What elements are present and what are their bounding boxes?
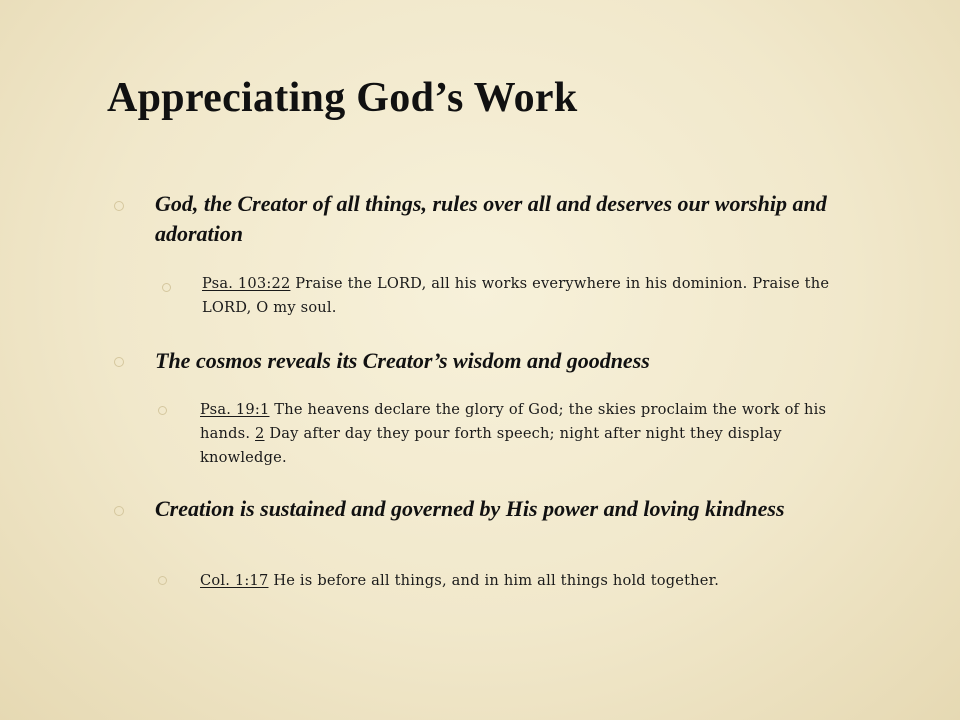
bullet-ring-icon	[114, 357, 124, 367]
bullet-ring-icon	[114, 201, 124, 211]
scripture-text: He is before all things, and in him all things hold together.	[268, 572, 720, 589]
bullet-ring-icon	[114, 506, 124, 516]
main-point-2: The cosmos reveals its Creator’s wisdom and goodness	[155, 348, 650, 373]
scripture-text: The heavens declare the glory of God; the skies proclaim the work of his hands.	[200, 401, 827, 442]
main-point-3: Creation is sustained and governed by His power and loving kindness	[155, 496, 785, 521]
scripture-2	[200, 398, 850, 470]
main-point-1: God, the Creator of all things, rules over all and deserves our worship and adoration	[155, 191, 827, 246]
sub-bullet-ring-icon	[158, 406, 167, 415]
slide-title: Appreciating God’s Work	[107, 75, 578, 121]
sub-bullet-ring-icon	[158, 576, 167, 585]
scripture-ref: Psa. 19:1	[200, 401, 270, 418]
sub-bullet-ring-icon	[162, 283, 171, 292]
scripture-1	[202, 272, 842, 320]
scripture-ref: Col. 1:17	[200, 572, 269, 589]
scripture-3	[200, 569, 850, 593]
scripture-text-cont: Day after day they pour forth speech; night after night they display knowledge.	[200, 425, 782, 466]
scripture-text: Praise the LORD, all his works everywhere in his dominion. Praise the LORD, O my soul.	[202, 275, 830, 316]
scripture-ref: Psa. 103:22	[202, 275, 291, 292]
scripture-verse-ref: 2	[255, 425, 265, 442]
